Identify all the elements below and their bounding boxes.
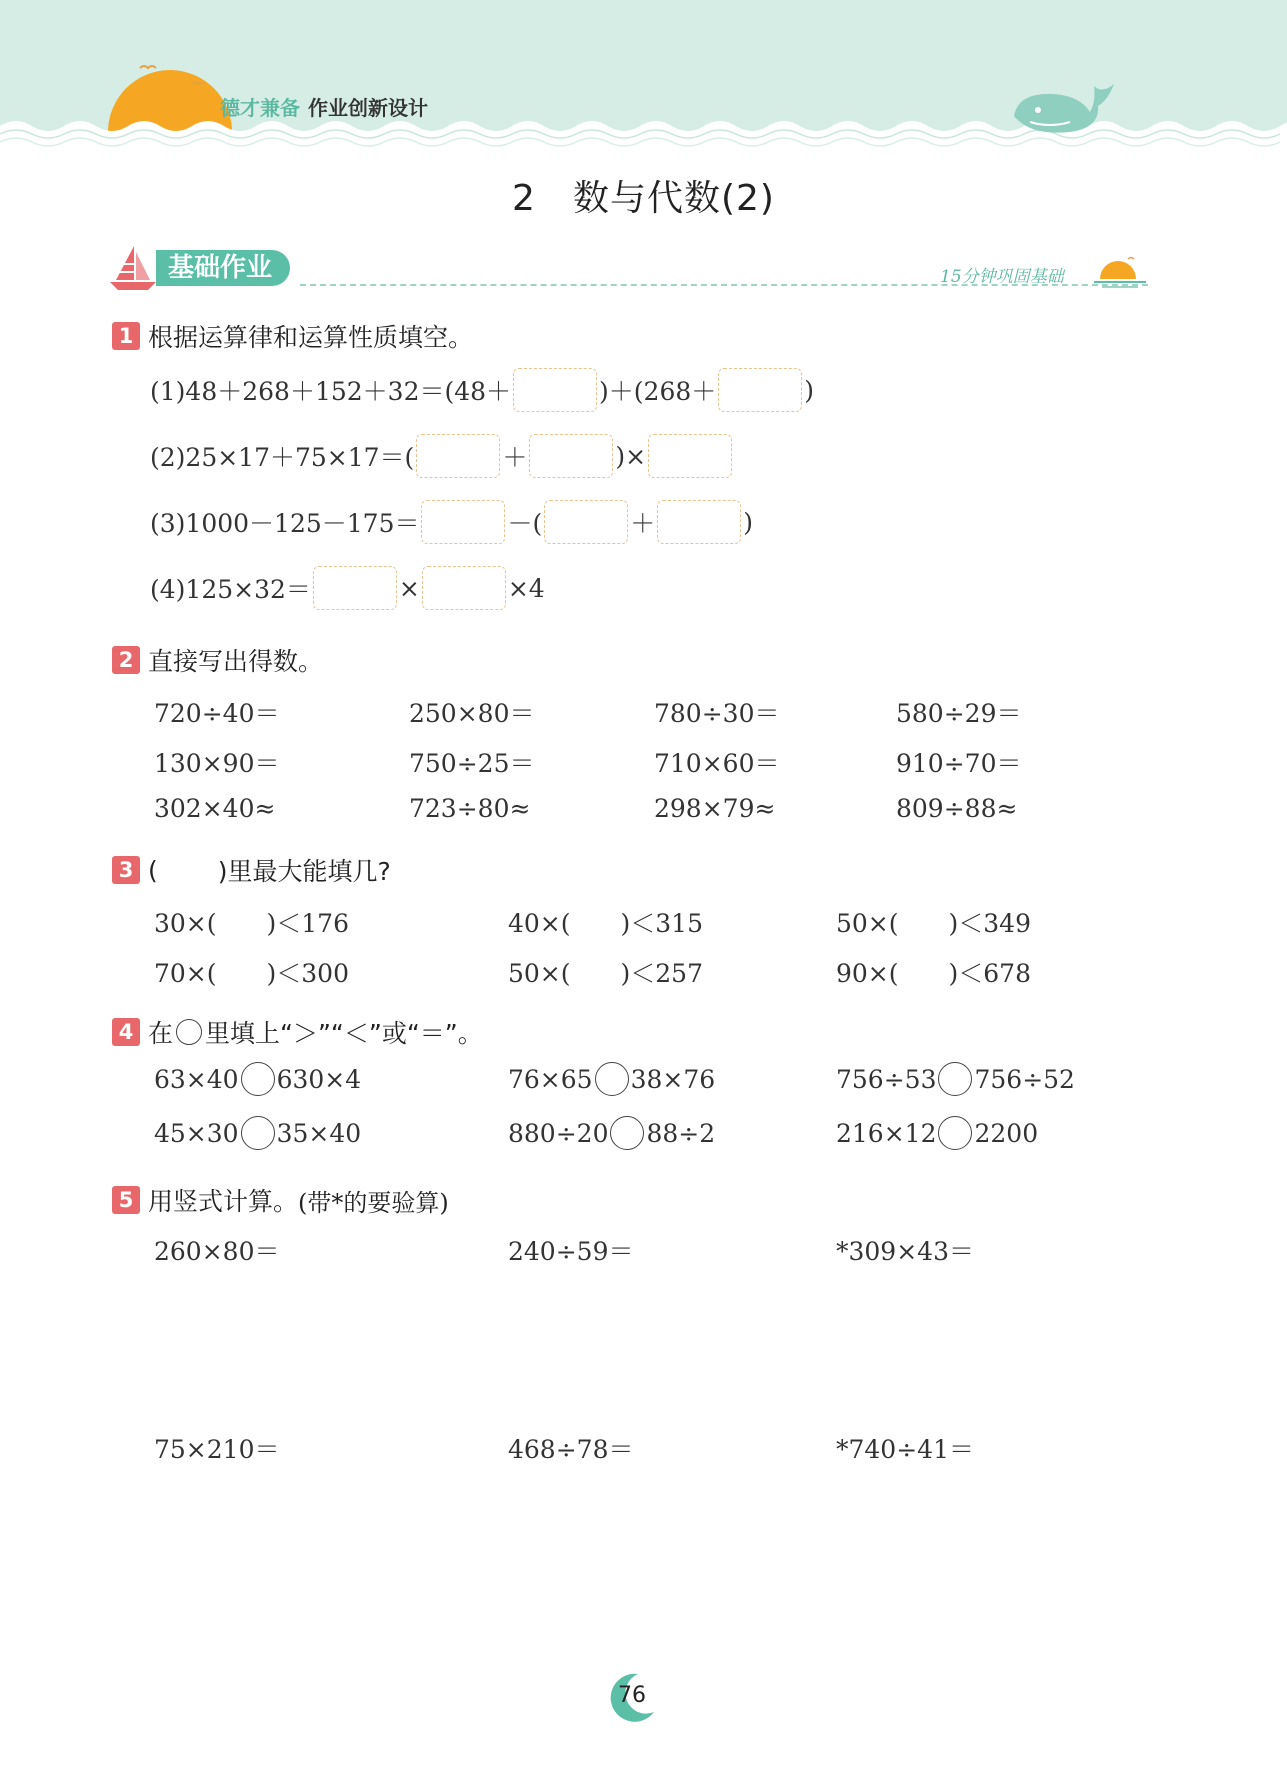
question-number: 4 xyxy=(112,1018,140,1046)
page-number: 76 xyxy=(618,1683,646,1708)
compare-right: 2200 xyxy=(974,1118,1039,1148)
compare-left: 880÷20 xyxy=(508,1118,609,1148)
question-text-open: ( xyxy=(148,855,158,885)
compare-left: 63×40 xyxy=(154,1064,239,1094)
compare-left: 216×12 xyxy=(836,1118,937,1148)
expr-part: (2)25×17＋75×17＝( xyxy=(150,443,415,472)
brand-text xyxy=(220,92,428,121)
expr-part: (3)1000－125－175＝ xyxy=(150,509,420,538)
fill-item: 50×( )＜349 xyxy=(836,909,1031,938)
compare-circle[interactable] xyxy=(241,1116,275,1150)
vertical-calc-item: 75×210＝ xyxy=(154,1435,280,1464)
answer-box[interactable] xyxy=(544,500,628,544)
expr-part: (4)125×32＝ xyxy=(150,575,311,604)
answer-box[interactable] xyxy=(416,434,500,478)
q1-line-3 xyxy=(150,500,753,544)
compare-item xyxy=(836,1116,1038,1150)
page-title: 2 数与代数(2) xyxy=(512,178,775,219)
answer-box[interactable] xyxy=(313,566,397,610)
answer-box[interactable] xyxy=(421,500,505,544)
answer-box[interactable] xyxy=(422,566,506,610)
compare-circle[interactable] xyxy=(938,1116,972,1150)
expr-part: ) xyxy=(743,507,754,537)
calc-item: 298×79≈ xyxy=(654,794,776,823)
compare-item xyxy=(836,1062,1075,1096)
expr-part: ×4 xyxy=(507,573,545,603)
compare-circle[interactable] xyxy=(595,1062,629,1096)
calc-item: 720÷40＝ xyxy=(154,699,280,728)
fill-item: 40×( )＜315 xyxy=(508,909,703,938)
question-number: 2 xyxy=(112,646,140,674)
sunset-icon xyxy=(1090,255,1150,291)
whale-icon xyxy=(1010,72,1120,136)
section-time-note: 15分钟巩固基础 xyxy=(940,267,1064,287)
compare-right: 756÷52 xyxy=(974,1064,1075,1094)
question-text: 根据运算律和运算性质填空。 xyxy=(148,323,474,352)
calc-item: 723÷80≈ xyxy=(409,794,531,823)
compare-right: 35×40 xyxy=(276,1118,362,1148)
expr-part: × xyxy=(398,573,420,603)
expr-part: ) xyxy=(804,375,815,405)
compare-left: 45×30 xyxy=(154,1118,239,1148)
compare-item xyxy=(508,1062,715,1096)
expr-part: ＋ xyxy=(502,443,528,472)
question-text: 直接写出得数。 xyxy=(148,647,324,676)
vertical-calc-item: *740÷41＝ xyxy=(836,1435,974,1464)
question-text: 用竖式计算。 xyxy=(148,1187,299,1216)
answer-box[interactable] xyxy=(718,368,802,412)
answer-box[interactable] xyxy=(657,500,741,544)
vertical-calc-item: 240÷59＝ xyxy=(508,1237,634,1266)
compare-item xyxy=(154,1062,361,1096)
question-5-header xyxy=(112,1182,449,1218)
calc-item: 809÷88≈ xyxy=(896,794,1018,823)
expr-part: (1)48＋268＋152＋32＝(48＋ xyxy=(150,377,512,406)
answer-box[interactable] xyxy=(648,434,732,478)
calc-item: 780÷30＝ xyxy=(654,699,780,728)
answer-box[interactable] xyxy=(513,368,597,412)
calc-item: 750÷25＝ xyxy=(409,749,535,778)
section-label: 基础作业 xyxy=(156,250,290,286)
calc-item: 130×90＝ xyxy=(154,749,280,778)
fill-item: 70×( )＜300 xyxy=(154,959,349,988)
compare-circle[interactable] xyxy=(610,1116,644,1150)
calc-item: 910÷70＝ xyxy=(896,749,1022,778)
compare-right: 630×4 xyxy=(276,1064,362,1094)
brand-name: 德才兼备 xyxy=(220,96,300,120)
compare-left: 76×65 xyxy=(508,1064,593,1094)
compare-left: 756÷53 xyxy=(836,1064,937,1094)
circle-icon xyxy=(176,1019,202,1045)
calc-item: 250×80＝ xyxy=(409,699,535,728)
expr-part: －( xyxy=(507,509,543,538)
answer-box[interactable] xyxy=(529,434,613,478)
expr-part: )× xyxy=(615,441,647,471)
sailboat-icon xyxy=(110,244,160,290)
compare-circle[interactable] xyxy=(938,1062,972,1096)
question-1-header xyxy=(112,318,473,354)
question-text-a: 在 xyxy=(148,1019,174,1048)
q1-line-4 xyxy=(150,566,545,610)
calc-item: 302×40≈ xyxy=(154,794,276,823)
fill-item: 50×( )＜257 xyxy=(508,959,703,988)
compare-right: 38×76 xyxy=(630,1064,716,1094)
question-3-header xyxy=(112,852,391,888)
expr-part: )＋(268＋ xyxy=(599,377,717,406)
question-number: 5 xyxy=(112,1186,140,1214)
brand-subtitle: 作业创新设计 xyxy=(308,96,428,120)
calc-item: 580÷29＝ xyxy=(896,699,1022,728)
page-number-badge xyxy=(604,1668,660,1724)
question-number: 3 xyxy=(112,856,140,884)
fill-item: 30×( )＜176 xyxy=(154,909,349,938)
calc-item: 710×60＝ xyxy=(654,749,780,778)
question-number: 1 xyxy=(112,322,140,350)
question-4-header xyxy=(112,1014,483,1050)
vertical-calc-item: *309×43＝ xyxy=(836,1237,974,1266)
vertical-calc-item: 260×80＝ xyxy=(154,1237,280,1266)
q1-line-1 xyxy=(150,368,814,412)
question-text: )里最大能填几? xyxy=(217,857,391,886)
question-text-b: 里填上“＞”“＜”或“＝”。 xyxy=(205,1019,483,1048)
fill-item: 90×( )＜678 xyxy=(836,959,1031,988)
compare-item xyxy=(508,1116,715,1150)
compare-circle[interactable] xyxy=(241,1062,275,1096)
question-2-header xyxy=(112,642,323,678)
vertical-calc-item: 468÷78＝ xyxy=(508,1435,634,1464)
compare-item xyxy=(154,1116,361,1150)
expr-part: ＋ xyxy=(630,509,656,538)
compare-right: 88÷2 xyxy=(646,1118,716,1148)
q1-line-2 xyxy=(150,434,734,478)
question-note: (带*的要验算) xyxy=(298,1188,449,1217)
